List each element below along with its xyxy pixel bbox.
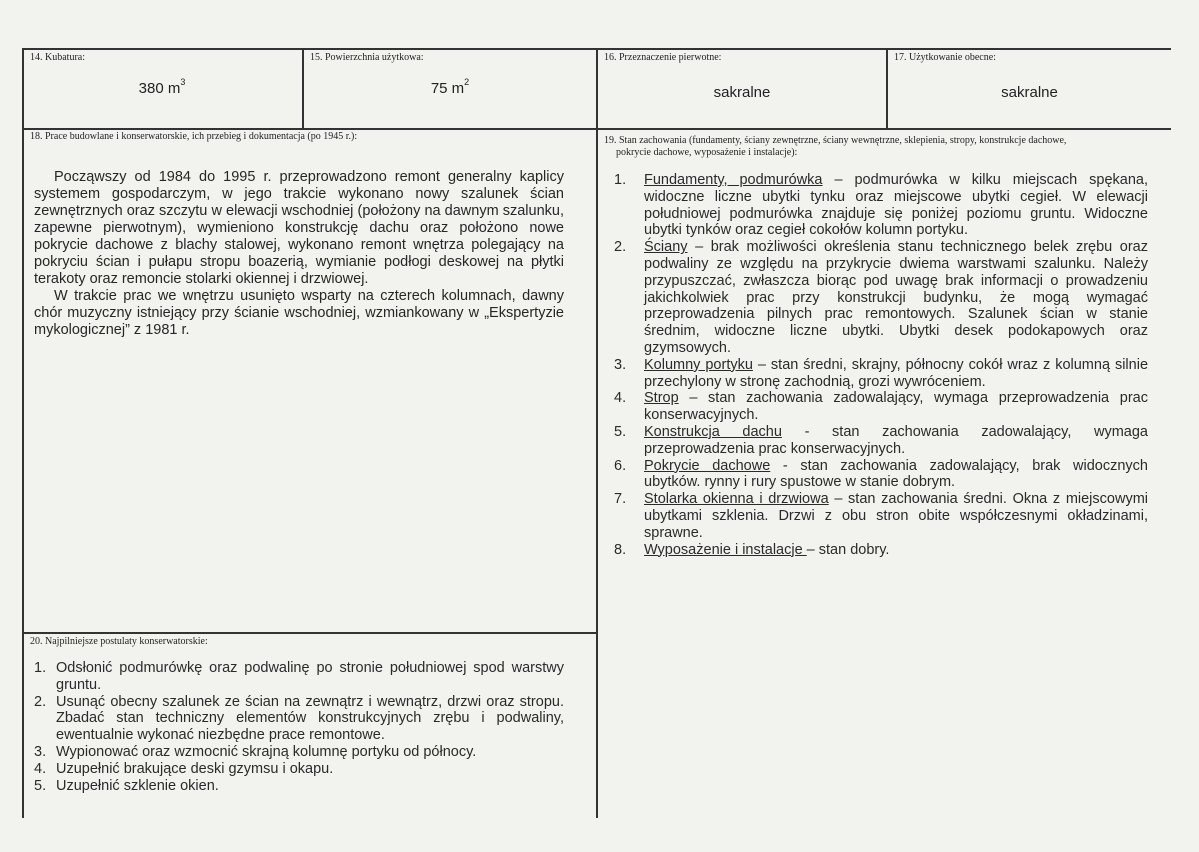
item-text: – stan średni, skrajny, północny cokół wraz z kolumną silnie przechylony w stronę zachodnią, grozi wywróceniem.: [644, 356, 1149, 390]
item-text: – stan zachowania zadowalający, wymaga przeprowadzenia prac konserwacyjnych.: [644, 390, 1148, 424]
item-text: Uzupełnić szklenie okien.: [56, 777, 219, 794]
works-label: 18. Prace budowlane i konserwatorskie, ich przebieg i dokumentacja (po 1945 r.):: [30, 131, 358, 142]
works-paragraph-1: Począwszy od 1984 do 1995 r. przeprowadzono remont generalny kaplicy systemem gospodarczym, w jego trakcie wykonano nowy szalunek ścian zewnętrznych oraz szczytu w elewacji wschodniej (położony na dawnym szalunku, zapewne pierwotnym), wymieniono konstrukcję dachu oraz położono nowe pokrycie dachowe z blachy stalowej, wykonano remont wnętrza polegający na pokryciu ścian i pułapu stropu boazerią, wymianie podłogi deskowej na płytki terakoty oraz remoncie stolarki okiennej i drzwiowej.: [34, 169, 564, 287]
postulate-item: [34, 778, 564, 795]
item-text: Odsłonić podmurówkę oraz podwalinę po stronie południowej spod warstwy gruntu.: [56, 660, 564, 693]
item-text: - stan zachowania zadowalający, wymaga przeprowadzenia prac konserwacyjnych.: [644, 423, 1148, 457]
item-text: - stan zachowania zadowalający, brak widocznych ubytków. rynny i rury spustowe w stanie dobrym.: [644, 457, 1149, 491]
item-body: [644, 239, 1148, 357]
left-border: [22, 48, 24, 818]
item-number: 3.: [34, 743, 47, 760]
item-body: [644, 424, 1148, 458]
item-number: 4.: [34, 760, 47, 777]
item-number: 5.: [614, 423, 627, 440]
item-text: – brak możliwości określenia stanu technicznego belek zrębu oraz podwaliny ze względu na przykrycie dwiema warstwami szalunku. Należy przypuszczać, zwłaszcza biorąc pod uwagę brak informacji o prowadzeniu jakichkolwiek prac przy konstrukcji budynku, że mogą wymagać przeprowadzenia pilnych prac remontowych. Szalunek ścian w stanie średnim, widoczne liczne ubytki. Ubytki desek podokapowych oraz gzymsowych.: [644, 239, 1148, 356]
item-title: Stolarka okienna i drzwiowa: [644, 491, 829, 508]
item-number: 2.: [614, 239, 627, 256]
condition-item: [614, 357, 1148, 391]
condition-item: [614, 424, 1148, 458]
item-body: [644, 491, 1148, 541]
condition-label: [604, 135, 1066, 159]
item-text: – stan dobry.: [806, 541, 890, 558]
item-text: Wypionować oraz wzmocnić skrajną kolumnę portyku od północy.: [56, 743, 477, 760]
condition-label-line1: 19. Stan zachowania (fundamenty, ściany zewnętrzne, ściany wewnętrzne, sklepienia, stropy, konstrukcje dachowe,: [604, 135, 1067, 146]
postulate-item: [34, 744, 564, 761]
cubature-label: 14. Kubatura:: [30, 52, 85, 63]
postulate-item: [34, 761, 564, 778]
condition-list: [614, 172, 1148, 558]
current-use-label: 17. Użytkowanie obecne:: [894, 52, 996, 63]
form-frame: [22, 48, 1171, 818]
cubature-value: 380 $m^3$: [138, 77, 186, 97]
original-use-label: 16. Przeznaczenie pierwotne:: [604, 52, 722, 63]
item-title: Kolumny portyku: [644, 356, 753, 373]
item-text: Usunąć obecny szalunek ze ścian na zewnątrz i wewnątrz, drzwi oraz stropu. Zbadać stan techniczny elementów konstrukcyjnych zrębu i podwaliny, ewentualnie wykonać niezbędne prace remontowe.: [56, 693, 564, 744]
item-number: 2.: [34, 693, 47, 710]
postulate-item: [34, 660, 564, 694]
condition-item: [614, 491, 1148, 541]
original-use-value: sakralne: [713, 84, 771, 101]
item-number: 1.: [34, 660, 47, 676]
item-title: Ściany: [644, 239, 688, 256]
condition-item: [614, 239, 1148, 357]
condition-item: [614, 542, 1148, 559]
item-body: [644, 172, 1148, 239]
item-number: 5.: [34, 777, 47, 794]
condition-label-line2: pokrycie dachowe, wyposażenie i instalacje):: [616, 147, 798, 158]
item-title: Wyposażenie i instalacje: [644, 541, 807, 558]
condition-item: [614, 172, 1148, 239]
item-text: Uzupełnić brakujące deski gzymsu i okapu.: [56, 760, 334, 777]
item-number: 4.: [614, 390, 627, 407]
condition-item: [614, 458, 1148, 492]
item-body: [644, 390, 1148, 424]
item-number: 7.: [614, 491, 627, 508]
item-number: 8.: [614, 541, 627, 558]
works-paragraph-2: W trakcie prac we wnętrzu usunięto wsparty na czterech kolumnach, dawny chór muzyczny istniejący przy ścianie wschodniej, wzmiankowany w „Ekspertyzie mykologicznej” z 1981 r.: [34, 288, 564, 338]
item-text: – stan zachowania średni. Okna z miejscowymi ubytkami szklenia. Drzwi z obu stron obite współczesnymi okładzinami, sprawne.: [644, 491, 1148, 541]
current-use-value: sakralne: [1001, 84, 1058, 101]
condition-item: [614, 390, 1148, 424]
item-body: [644, 542, 1148, 559]
item-body: [644, 458, 1148, 492]
left-section-divider: [22, 632, 597, 634]
item-title: Pokrycie dachowe: [644, 457, 771, 474]
item-title: Konstrukcja dachu: [644, 423, 782, 440]
item-body: [644, 357, 1148, 391]
item-title: Fundamenty, podmurówka: [644, 172, 823, 188]
postulates-list: [34, 660, 564, 794]
works-text: [34, 169, 564, 339]
item-number: 6.: [614, 457, 627, 474]
item-title: Strop: [644, 390, 679, 407]
postulate-item: [34, 694, 564, 744]
center-divider: [596, 48, 598, 818]
usable-area-label: 15. Powierzchnia użytkowa:: [310, 52, 424, 63]
postulates-label: 20. Najpilniejsze postulaty konserwatorskie:: [30, 636, 208, 647]
item-number: 1.: [614, 172, 627, 188]
usable-area-value: 75 $m^2$: [430, 77, 470, 97]
item-text: – podmurówka w kilku miejscach spękana, widoczne liczne ubytki tynku oraz miejscowe ubytki cegieł. W elewacji południowej podmurówka znajduje się poniżej poziomu gruntu. Widoczne ubytki tynków oraz cegieł cokołów kolumn portyku.: [644, 172, 1148, 239]
item-number: 3.: [614, 356, 627, 373]
